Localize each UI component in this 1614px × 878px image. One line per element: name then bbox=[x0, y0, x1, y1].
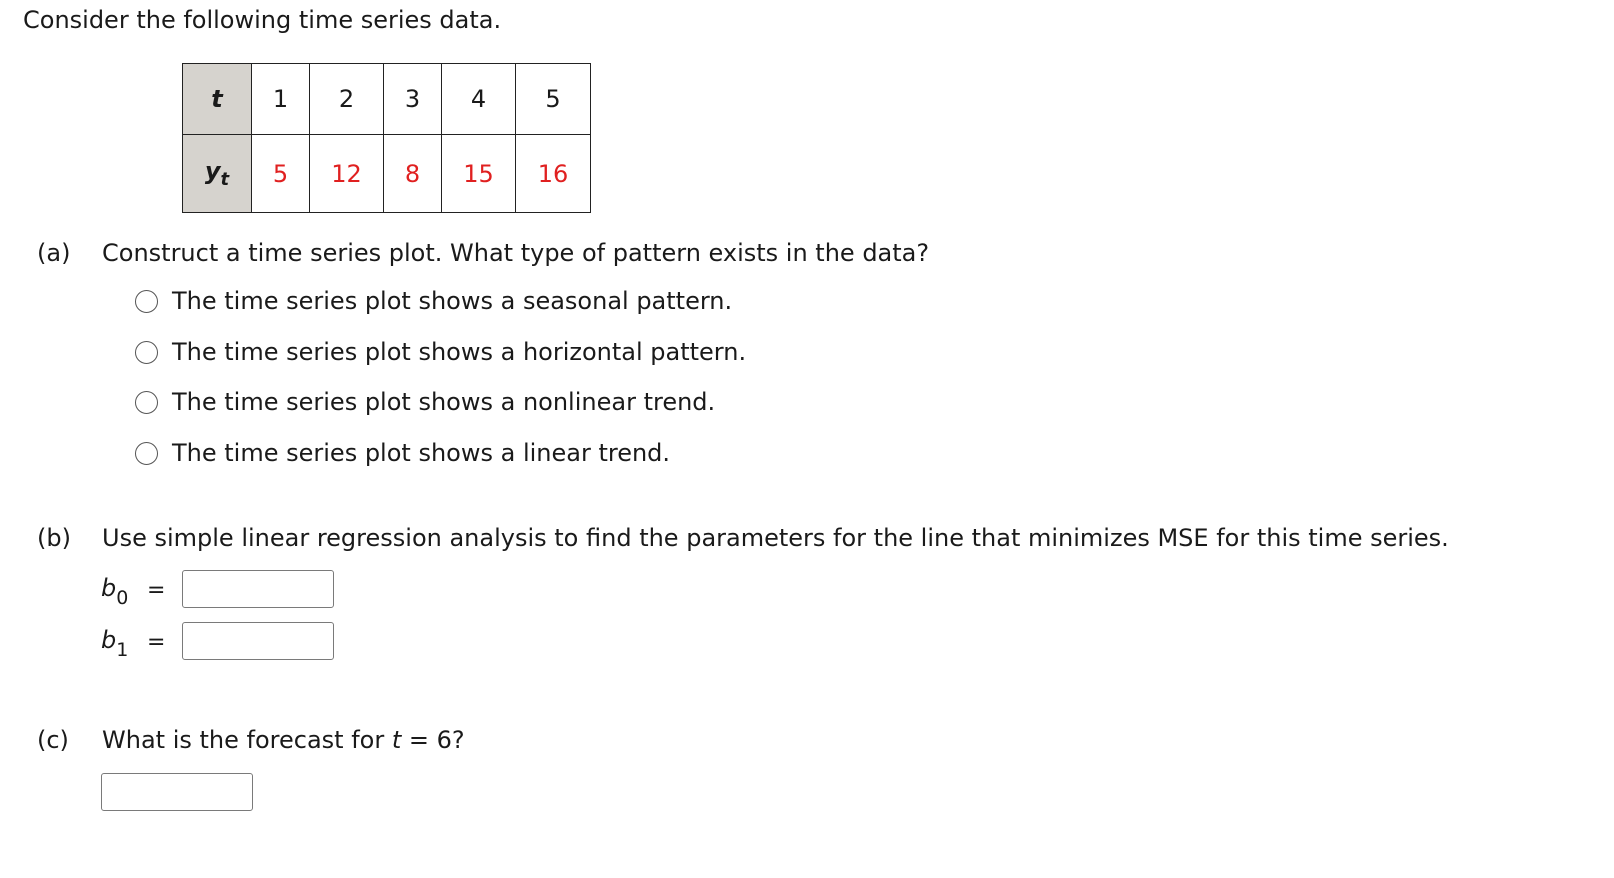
t-header: t bbox=[183, 64, 252, 135]
part-a-label: (a) bbox=[37, 239, 71, 267]
forecast-input[interactable] bbox=[101, 773, 253, 811]
t-cell: 1 bbox=[252, 64, 310, 135]
t-cell: 4 bbox=[442, 64, 516, 135]
radio-button[interactable] bbox=[135, 391, 158, 414]
option-label: The time series plot shows a seasonal pattern. bbox=[172, 287, 733, 315]
option-label: The time series plot shows a linear trend. bbox=[172, 439, 671, 467]
radio-button[interactable] bbox=[135, 442, 158, 465]
y-cell: 5 bbox=[252, 135, 310, 213]
b0-label: $b_0$ bbox=[101, 574, 129, 609]
option-nonlinear[interactable] bbox=[135, 386, 715, 418]
table-row-y bbox=[183, 135, 591, 213]
t-cell: 2 bbox=[310, 64, 384, 135]
part-b-question: Use simple linear regression analysis to find the parameters for the line that minimizes MSE for this time series. bbox=[102, 524, 1449, 552]
table-row-t bbox=[183, 64, 591, 135]
intro-text: Consider the following time series data. bbox=[23, 6, 502, 34]
b1-input[interactable] bbox=[182, 622, 334, 660]
option-seasonal[interactable] bbox=[135, 285, 732, 317]
radio-button[interactable] bbox=[135, 290, 158, 313]
b1-label: $b_1$ bbox=[101, 626, 129, 661]
y-cell: 8 bbox=[384, 135, 442, 213]
y-cell: 12 bbox=[310, 135, 384, 213]
time-series-table bbox=[182, 63, 591, 213]
option-linear[interactable] bbox=[135, 437, 670, 469]
option-horizontal[interactable] bbox=[135, 336, 746, 368]
y-header: $y_t$ bbox=[183, 135, 252, 213]
t-cell: 3 bbox=[384, 64, 442, 135]
option-label: The time series plot shows a horizontal pattern. bbox=[172, 338, 747, 366]
b0-input[interactable] bbox=[182, 570, 334, 608]
part-a-question: Construct a time series plot. What type of pattern exists in the data? bbox=[102, 239, 930, 267]
part-c-label: (c) bbox=[37, 726, 69, 754]
part-c-question: What is the forecast for t = 6? bbox=[102, 726, 465, 754]
t-cell: 5 bbox=[516, 64, 591, 135]
option-label: The time series plot shows a nonlinear trend. bbox=[172, 388, 716, 416]
radio-button[interactable] bbox=[135, 341, 158, 364]
y-cell: 16 bbox=[516, 135, 591, 213]
b0-equals: = bbox=[147, 578, 166, 603]
y-cell: 15 bbox=[442, 135, 516, 213]
b1-equals: = bbox=[147, 630, 166, 655]
part-b-label: (b) bbox=[37, 524, 71, 552]
